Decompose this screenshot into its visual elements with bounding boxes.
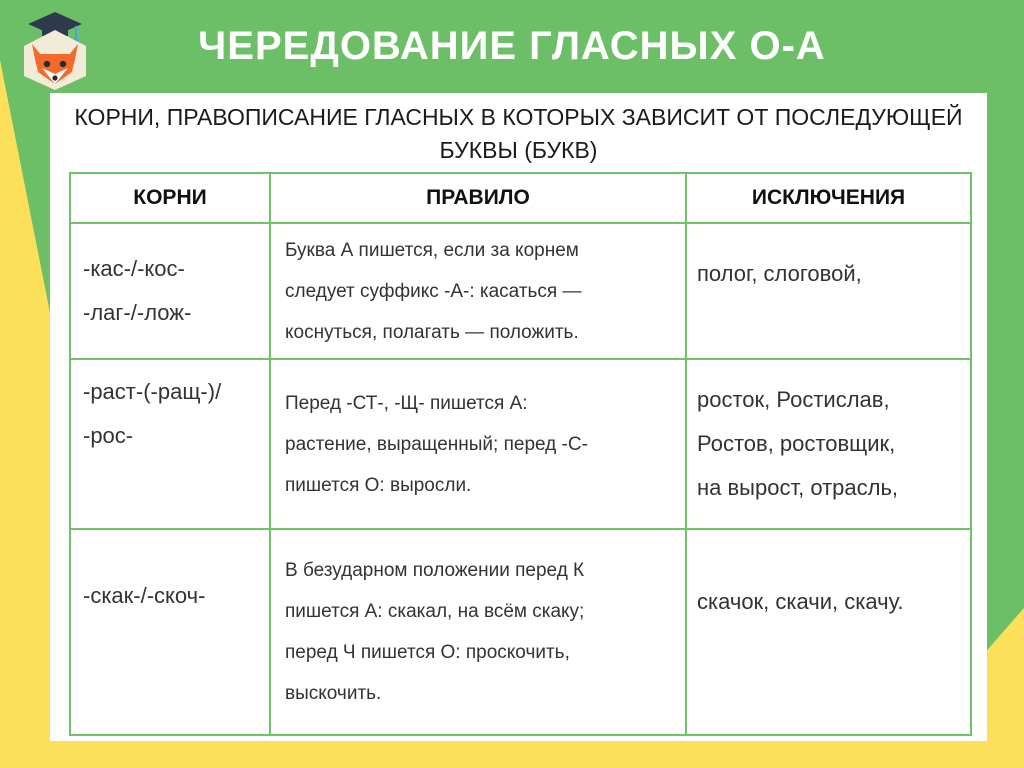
rule-text: В безударном положении перед К (285, 560, 585, 581)
rule-cell (270, 223, 686, 359)
rule-cell (270, 529, 686, 735)
header-rule: ПРАВИЛО (270, 173, 686, 223)
exceptions-cell (686, 359, 971, 529)
exception-text: росток, Ростислав, (697, 387, 890, 412)
table-row (70, 223, 971, 359)
subtitle (50, 101, 987, 167)
subtitle-line-1: КОРНИ, ПРАВОПИСАНИЕ ГЛАСНЫХ В КОТОРЫХ ЗАВИСИТ ОТ ПОСЛЕДУЮЩЕЙ (74, 104, 963, 130)
rule-text: выскочить. (285, 683, 382, 704)
rule-text: перед Ч пишется О: проскочить, (285, 642, 570, 663)
exception-text: полог, слоговой, (697, 261, 862, 286)
roots-cell (70, 529, 270, 735)
root-text: -скак-/-скоч- (83, 583, 206, 608)
rule-text: следует суффикс -А-: касаться — (285, 280, 582, 302)
subtitle-line-2: БУКВЫ (БУКВ) (439, 137, 598, 163)
table-row (70, 529, 971, 735)
rules-table (69, 172, 972, 736)
rule-text: пишется О: выросли. (285, 474, 472, 496)
exception-text: Ростов, ростовщик, (697, 431, 896, 456)
header-exceptions: ИСКЛЮЧЕНИЯ (686, 173, 971, 223)
exception-text: на вырост, отрасль, (697, 475, 899, 500)
exceptions-cell (686, 529, 971, 735)
table-header-row (70, 173, 971, 223)
roots-cell (70, 223, 270, 359)
rule-text: пишется А: скакал, на всём скаку; (285, 601, 585, 622)
rule-text: растение, выращенный; перед -С- (285, 433, 588, 455)
rule-text: коснуться, полагать — положить. (285, 321, 579, 343)
root-text: -лаг-/-лож- (83, 300, 192, 325)
root-text: -кас-/-кос- (83, 256, 185, 281)
table-row (70, 359, 971, 529)
rule-cell (270, 359, 686, 529)
root-text: -рос- (83, 423, 134, 448)
rule-text: Перед -СТ-, -Щ- пишется А: (285, 392, 528, 414)
roots-cell (70, 359, 270, 529)
exception-text: скачок, скачи, скачу. (697, 589, 904, 614)
header-roots: КОРНИ (70, 173, 270, 223)
rule-text: Буква А пишется, если за корнем (285, 239, 579, 261)
page-title: ЧЕРЕДОВАНИЕ ГЛАСНЫХ О-А (198, 24, 826, 68)
root-text: -раст-(-ращ-)/ (83, 379, 222, 404)
content-card (50, 93, 987, 741)
exceptions-cell (686, 223, 971, 359)
